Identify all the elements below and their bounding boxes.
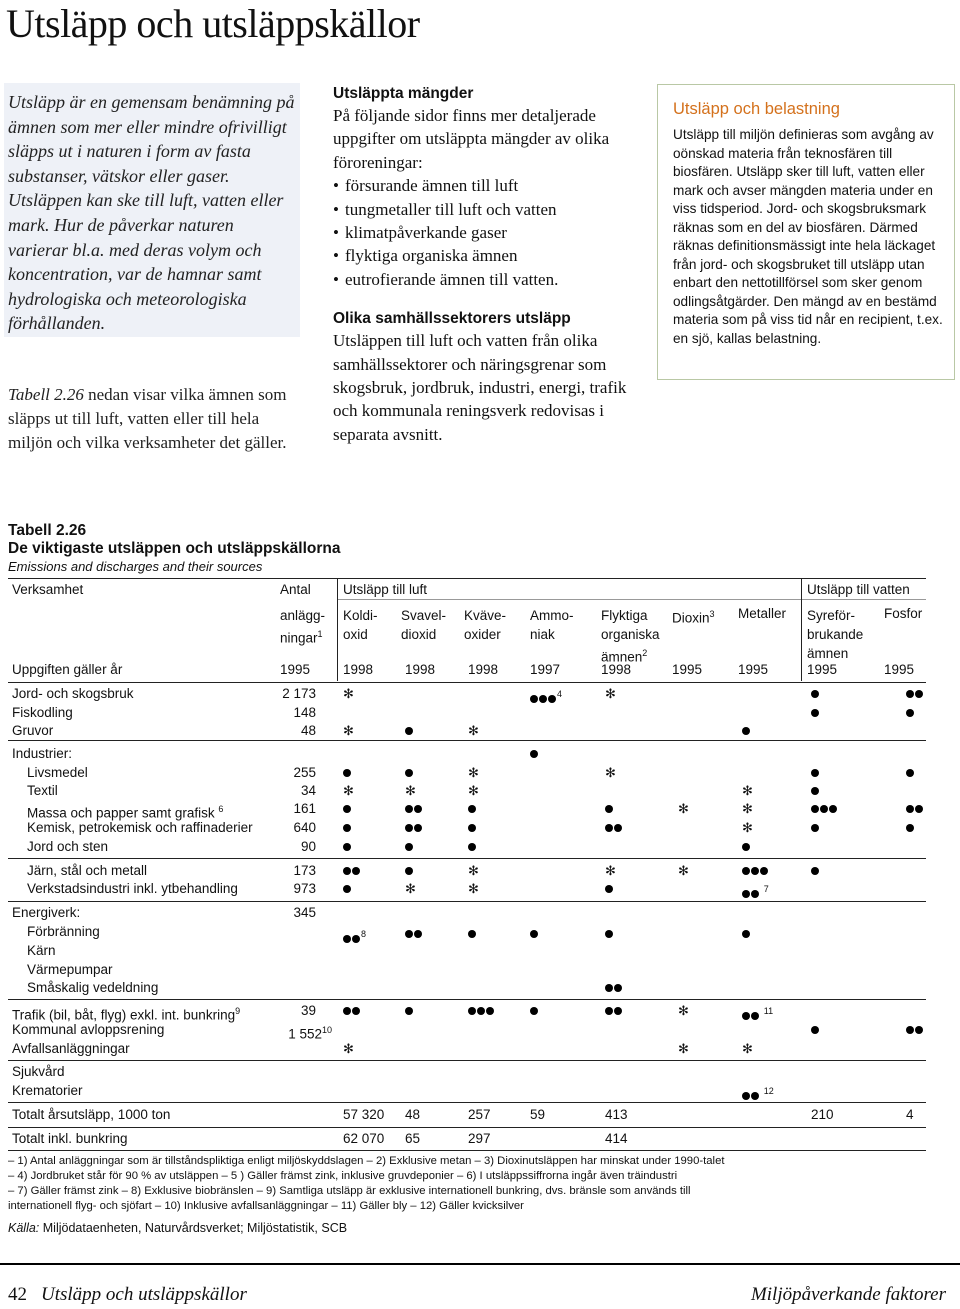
table-subtitle: Emissions and discharges and their sources xyxy=(8,559,263,574)
cell-dots xyxy=(605,926,614,942)
row-label: Fiskodling xyxy=(12,705,73,720)
table-title xyxy=(8,522,340,558)
total-value: 65 xyxy=(405,1131,421,1146)
year-value: 1997 xyxy=(530,662,561,677)
cell-dots xyxy=(742,839,751,855)
cell-asterisk: ✻ xyxy=(468,783,479,798)
cell-dots xyxy=(343,839,352,855)
page-number: 42 xyxy=(8,1284,27,1305)
header-antal: Antal xyxy=(280,582,311,597)
cell-dots xyxy=(811,705,820,721)
row-label: Kommunal avloppsrening xyxy=(12,1022,165,1037)
cell-dots xyxy=(468,839,477,855)
footnote: – 4) Jordbruket står för 90 % av utsläppen – 5 ) Gäller främst zink, inklusive gruvdeponier – 6) I utsläppssiffrorna ingår även träindustri xyxy=(8,1170,678,1182)
row-label: Massa och papper samt grafisk $^6$ xyxy=(27,804,224,821)
cell-dots xyxy=(605,980,623,996)
table-rule xyxy=(8,858,926,859)
cell-dots xyxy=(906,801,924,817)
total-value: 210 xyxy=(811,1107,834,1122)
row-label: Textil xyxy=(27,783,58,798)
cell-dots xyxy=(811,1022,820,1038)
header-ammoniak: Ammo- niak xyxy=(530,608,574,642)
list-item: • eutrofierande ämnen till vatten. xyxy=(333,268,633,291)
cell-asterisk: ✻ xyxy=(468,765,479,780)
row-label: Trafik (bil, båt, flyg) exkl. int. bunkring$^9$ xyxy=(12,1006,241,1023)
cell-dots xyxy=(811,863,820,879)
footer-left xyxy=(8,1284,247,1306)
year-value: 1995 xyxy=(672,662,703,677)
row-label: Sjukvård xyxy=(12,1064,65,1079)
row-label: Verkstadsindustri inkl. ytbehandling xyxy=(27,881,238,896)
heading-samhallssektorer: Olika samhällssektorers utsläpp xyxy=(333,310,571,328)
year-value: 1998 xyxy=(343,662,374,677)
cell-dots xyxy=(405,820,423,836)
cell-asterisk: ✻ xyxy=(343,1041,354,1056)
footer-section-title: Utsläpp och utsläppskällor xyxy=(41,1284,247,1305)
pollutant-list xyxy=(333,174,633,291)
cell-dots xyxy=(343,801,352,817)
year-value: 1995 xyxy=(807,662,838,677)
table-heading: De viktigaste utsläppen och utsläppskällorna xyxy=(8,540,341,557)
row-count: 2 173 xyxy=(282,686,316,701)
year-value: 1998 xyxy=(405,662,436,677)
table-source: Källa: Miljödataenheten, Naturvårdsverket; Miljöstatistik, SCB xyxy=(8,1221,348,1235)
footnote: internationell flyg- och sjöfart – 10) Inklusive avfallsanläggningar – 11) Gäller bly – 12) Gäller kvicksilver xyxy=(8,1200,524,1212)
table-column-rule xyxy=(337,578,338,681)
cell-dots xyxy=(742,863,769,879)
cell-asterisk: ✻ xyxy=(742,783,753,798)
cell-asterisk: ✻ xyxy=(405,881,416,896)
table-label: Tabell 2.26 xyxy=(8,522,87,539)
cell-asterisk: ✻ xyxy=(343,686,354,701)
year-value: 1995 xyxy=(738,662,769,677)
cell-dots xyxy=(405,863,414,879)
header-syreforbrukande: Syreför- brukande ämnen xyxy=(807,608,864,661)
cell-dots xyxy=(343,765,352,781)
table-reference-label: Tabell 2.26 xyxy=(8,385,84,404)
row-label: Järn, stål och metall xyxy=(27,863,148,878)
row-label: Värmepumpar xyxy=(27,962,113,977)
cell-dots xyxy=(742,723,751,739)
definition-box-heading: Utsläpp och belastning xyxy=(673,100,840,118)
lead-paragraph: Utsläpp är en gemensam benämning på ämnen som mer eller mindre ofrivilligt släpps ut i naturen i form av fasta substanser, vätskor eller gaser. Utsläppen kan ske till luft, vatten eller mark. Hur de påverkar naturen varierar bl.a. med deras volym och koncentration, var de hamnar samt hydrologiska och meteorologiska förhållanden. xyxy=(8,92,295,334)
row-label: Kemisk, petrokemisk och raffinaderier xyxy=(27,820,253,835)
cell-dots xyxy=(343,881,352,897)
total-value: 48 xyxy=(405,1107,421,1122)
cell-dots xyxy=(906,686,924,702)
heading-utslappta-mangder: Utsläppta mängder xyxy=(333,85,474,102)
table-reference-text: nedan visar vilka ämnen som släpps ut till luft, vatten eller till hela miljön och vilka verksamheter det gäller. xyxy=(8,385,287,452)
definition-box xyxy=(657,84,955,380)
cell-dots: 11 xyxy=(742,1003,773,1024)
header-svaveldioxid: Svavel- dioxid xyxy=(401,608,447,642)
cell-asterisk: ✻ xyxy=(678,1003,689,1018)
year-value: 1995 xyxy=(280,662,311,677)
total-value: 257 xyxy=(468,1107,491,1122)
footnote: – 1) Antal anläggningar som är tillståndspliktiga enligt miljöskyddslagen – 2) Exklusive metan – 3) Dioxinutsläppen har minskat under 1990-talet xyxy=(8,1155,725,1167)
middle-column xyxy=(333,84,633,446)
paragraph-samhallssektorer: Utsläppen till luft och vatten från olika samhällssektorer och näringsgrenar som skogsbruk, jordbruk, industri, energi, trafik och kommunala reningsverk redovisas i separata avsnitt. xyxy=(333,331,627,444)
cell-dots xyxy=(811,801,838,817)
cell-asterisk: ✻ xyxy=(605,686,616,701)
cell-asterisk: ✻ xyxy=(468,863,479,878)
table-rule xyxy=(8,740,926,741)
row-label: Jord och sten xyxy=(27,839,109,854)
definition-box-body: Utsläpp till miljön definieras som avgång av oönskad materia från teknosfären till biosfären. Utsläpp sker till luft, vatten eller mark och avser mängden materia under en viss tidsperiod. Jord- och skogsbruksmark räknas som en del av biosfären. Därmed räknas definitionsmässigt inte hela läckaget från jord- och skogsbruket till utsläpp utan enbart den nettotillförsel som sker genom odlingsåtgärder. Den mängd av en bestämd materia som på viss tid når en recipient, t.ex. en sjö, kallas belastning. xyxy=(673,127,943,346)
cell-dots xyxy=(405,926,423,942)
cell-asterisk: ✻ xyxy=(742,1041,753,1056)
row-label: Kärn xyxy=(27,943,56,958)
cell-dots xyxy=(605,801,614,817)
row-label: Industrier: xyxy=(12,746,73,761)
total-value: 62 070 xyxy=(343,1131,385,1146)
cell-dots xyxy=(811,686,820,702)
footer-chapter-title: Miljöpåverkande faktorer xyxy=(750,1284,946,1305)
cell-dots xyxy=(811,783,820,799)
header-fosfor: Fosfor xyxy=(884,606,923,621)
row-label: Jord- och skogsbruk xyxy=(12,686,134,701)
cell-dots xyxy=(343,1003,361,1019)
cell-dots xyxy=(405,801,423,817)
total-value: 297 xyxy=(468,1131,491,1146)
header-utslapp-vatten: Utsläpp till vatten xyxy=(807,582,910,597)
cell-dots xyxy=(811,765,820,781)
cell-asterisk: ✻ xyxy=(678,801,689,816)
list-item: • klimatpåverkande gaser xyxy=(333,221,633,244)
cell-dots xyxy=(906,1022,924,1038)
footer-rule xyxy=(0,1263,960,1265)
cell-dots: 12 xyxy=(742,1083,774,1104)
row-label: Energiverk: xyxy=(12,905,81,920)
page-title: Utsläpp och utsläppskällor xyxy=(6,1,420,46)
cell-dots xyxy=(742,926,751,942)
cell-dots xyxy=(906,820,915,836)
list-item: • flyktiga organiska ämnen xyxy=(333,244,633,267)
row-count: 1 $552^{10}$ xyxy=(288,1025,332,1042)
header-koldioxid: Koldi- oxid xyxy=(343,608,378,642)
cell-dots xyxy=(811,820,820,836)
table-rule xyxy=(8,901,926,902)
cell-asterisk: ✻ xyxy=(742,801,753,816)
cell-dots xyxy=(468,926,477,942)
cell-dots: 4 xyxy=(530,686,562,707)
row-label: Avfallsanläggningar xyxy=(12,1041,130,1056)
cell-dots xyxy=(530,1003,539,1019)
total-label: Totalt årsutsläpp, 1000 ton xyxy=(12,1107,171,1122)
cell-dots xyxy=(468,1003,495,1019)
total-value: 4 xyxy=(906,1107,914,1122)
cell-asterisk: ✻ xyxy=(605,765,616,780)
cell-asterisk: ✻ xyxy=(742,820,753,835)
cell-asterisk: ✻ xyxy=(343,783,354,798)
table-rule xyxy=(8,1060,926,1061)
cell-asterisk: ✻ xyxy=(605,863,616,878)
cell-asterisk: ✻ xyxy=(678,1041,689,1056)
header-metaller: Metaller xyxy=(738,606,787,621)
cell-dots xyxy=(405,1003,414,1019)
cell-dots xyxy=(530,746,539,762)
row-label: Livsmedel xyxy=(27,765,88,780)
year-value: 1998 xyxy=(601,662,632,677)
cell-dots xyxy=(343,820,352,836)
cell-dots xyxy=(468,801,477,817)
list-item: • försurande ämnen till luft xyxy=(333,174,633,197)
table-rule xyxy=(8,999,926,1000)
row-label: Gruvor xyxy=(12,723,54,738)
paragraph-mangder: På följande sidor finns mer detaljerade uppgifter om utsläppta mängder av olika föroreningar: xyxy=(333,106,610,172)
year-value: 1998 xyxy=(468,662,499,677)
cell-dots xyxy=(605,820,623,836)
cell-asterisk: ✻ xyxy=(343,723,354,738)
table-header-rule xyxy=(338,599,926,600)
total-label: Totalt inkl. bunkring xyxy=(12,1131,128,1146)
table-rule xyxy=(8,1102,926,1103)
total-value: 414 xyxy=(605,1131,628,1146)
cell-dots xyxy=(468,820,477,836)
table-top-rule xyxy=(8,578,926,579)
table-reference-paragraph xyxy=(8,383,300,455)
header-anlaggningar: anlägg- ningar$^1$ xyxy=(280,608,326,646)
list-item: • tungmetaller till luft och vatten xyxy=(333,198,633,221)
total-value: 413 xyxy=(605,1107,628,1122)
row-label: Förbränning xyxy=(27,924,100,939)
header-utslapp-luft: Utsläpp till luft xyxy=(343,582,428,597)
row-count: 90 xyxy=(300,839,316,854)
row-count: 345 xyxy=(293,905,316,920)
header-verksamhet: Verksamhet xyxy=(12,582,84,597)
cell-dots xyxy=(405,723,414,739)
row-count: 34 xyxy=(300,783,316,798)
row-count: 255 xyxy=(293,765,316,780)
row-count: 161 xyxy=(293,801,316,816)
row-count: 173 xyxy=(293,863,316,878)
row-label: Krematorier xyxy=(12,1083,83,1098)
cell-dots xyxy=(405,765,414,781)
table-bottom-rule xyxy=(8,1150,926,1151)
table-rule xyxy=(8,1127,926,1128)
cell-dots: 7 xyxy=(742,881,769,902)
cell-dots xyxy=(605,881,614,897)
row-label: Småskalig vedeldning xyxy=(27,980,159,995)
table-rule xyxy=(8,682,926,683)
cell-asterisk: ✻ xyxy=(405,783,416,798)
total-value: 57 320 xyxy=(343,1107,385,1122)
cell-dots xyxy=(405,839,414,855)
cell-asterisk: ✻ xyxy=(468,723,479,738)
cell-dots xyxy=(906,765,915,781)
header-flyktiga-organiska: Flyktiga organiska ämnen$^2$ xyxy=(601,608,660,665)
header-kvaveoxider: Kväve- oxider xyxy=(464,608,507,642)
cell-asterisk: ✻ xyxy=(678,863,689,878)
header-dioxin: Dioxin$^3$ xyxy=(672,609,715,626)
year-value: 1995 xyxy=(884,662,915,677)
row-count: 48 xyxy=(300,723,316,738)
year-label: Uppgiften gäller år xyxy=(12,662,123,677)
cell-dots xyxy=(530,926,539,942)
cell-dots xyxy=(906,705,915,721)
cell-dots: 8 xyxy=(343,926,366,947)
row-count: 640 xyxy=(293,820,316,835)
row-count: 39 xyxy=(300,1003,316,1018)
cell-dots xyxy=(343,863,361,879)
table-column-rule xyxy=(801,578,802,681)
cell-dots xyxy=(605,1003,623,1019)
row-count: 973 xyxy=(293,881,316,896)
cell-asterisk: ✻ xyxy=(468,881,479,896)
total-value: 59 xyxy=(530,1107,546,1122)
row-count: 148 xyxy=(293,705,316,720)
footnote: – 7) Gäller främst zink – 8) Exklusive biobränslen – 9) Samtliga utsläpp är exklusive internationell bunkring, dvs. bränsle som används till xyxy=(8,1185,691,1197)
